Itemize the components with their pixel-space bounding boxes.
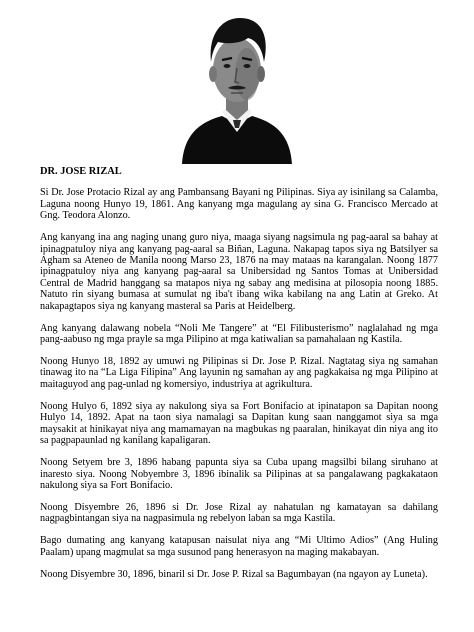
- paragraph: Noong Disyembre 30, 1896, binaril si Dr. Jose P. Rizal sa Bagumbayan (na ngayon ay Luneta).: [40, 568, 428, 580]
- paragraph: Noong Setyem bre 3, 1896 habang papunta siya sa Cuba upang magsilbi bilang siruhano at inaresto siya. Noong Nobyembre 3, 1896 ibinalik sa Pilipinas at sa pangalawang pagkakataon nakulong siya sa Fort Bonifacio.: [40, 457, 438, 491]
- document-title: DR. JOSE RIZAL: [40, 166, 122, 177]
- paragraph: Ang kanyang ina ang naging unang guro niya, maaga siyang nagsimula ng pag-aaral sa bahay at ipinagpatuloy niya ang kanyang pag-aaral sa Biñan, Laguna. Nakapag tapos siya ng Batsilyer sa Agham sa Ateneo de Manila noong Marso 23, 1876 na may mataas na karangalan. Noong 1877 ipinagpatuloy niya ang kanyang pag-aaral sa Unibersidad ng Santos Tomas at Unibersidad Central de Madrid hanggang sa matapos niya ng sabay ang medisina at pilosopia noong 1885. Natuto rin siyang bumasa at sumulat ng iba't ibang wika kabilang na ang Latin at Greko. At nakapagtapos siya ng kanyang masteral sa Paris at Heidelberg.: [40, 232, 438, 312]
- paragraph: Noong Hulyo 6, 1892 siya ay nakulong siya sa Fort Bonifacio at ipinatapon sa Dapitan noong Hulyo 14, 1892. Apat na taon siya namalagi sa Dapitan kung saan nanggamot siya sa mga maysakit at hinikayat niya ang mamamayan na magbukas ng paaralan, hinikayat din niya ang ito sa pagpapaunlad ng kanilang kapaligaran.: [40, 400, 438, 447]
- paragraph: Bago dumating ang kanyang katapusan naisulat niya ang “Mi Ultimo Adios” (Ang Huling Paalam) upang magmulat sa mga susunod pang henerasyon na maging makabayan.: [40, 535, 438, 558]
- portrait-photo-icon: [178, 4, 296, 164]
- document-body: [40, 166, 438, 591]
- paragraph: Noong Hunyo 18, 1892 ay umuwi ng Pilipinas si Dr. Jose P. Rizal. Nagtatag siya ng samahan tinawag ito na “La Liga Filipina” Ang layunin ng samahan ay ang pagkakaisa ng mga Pilipino at maitaguyod ang pag-unlad ng komersiyo, industriya at agrikultura.: [40, 356, 438, 390]
- paragraph: Si Dr. Jose Protacio Rizal ay ang Pambansang Bayani ng Pilipinas. Siya ay isinilang sa Calamba, Laguna noong Hunyo 19, 1861. Ang kanyang mga magulang ay sina G. Francisco Mercado at Gng. Teodora Alonzo.: [40, 187, 438, 222]
- paragraph: Ang kanyang dalawang nobela “Noli Me Tangere” at “El Filibusterismo” naglalahad ng mga pang-aabuso ng mga prayle sa mga Pilipino at mga katiwalian sa pamahalaan ng Kastila.: [40, 322, 438, 346]
- paragraph: Noong Disyembre 26, 1896 si Dr. Jose Rizal ay nahatulan ng kamatayan sa dahilang nagpagbintangan siya na nagpasimula ng rebelyon laban sa mga Kastila.: [40, 501, 438, 525]
